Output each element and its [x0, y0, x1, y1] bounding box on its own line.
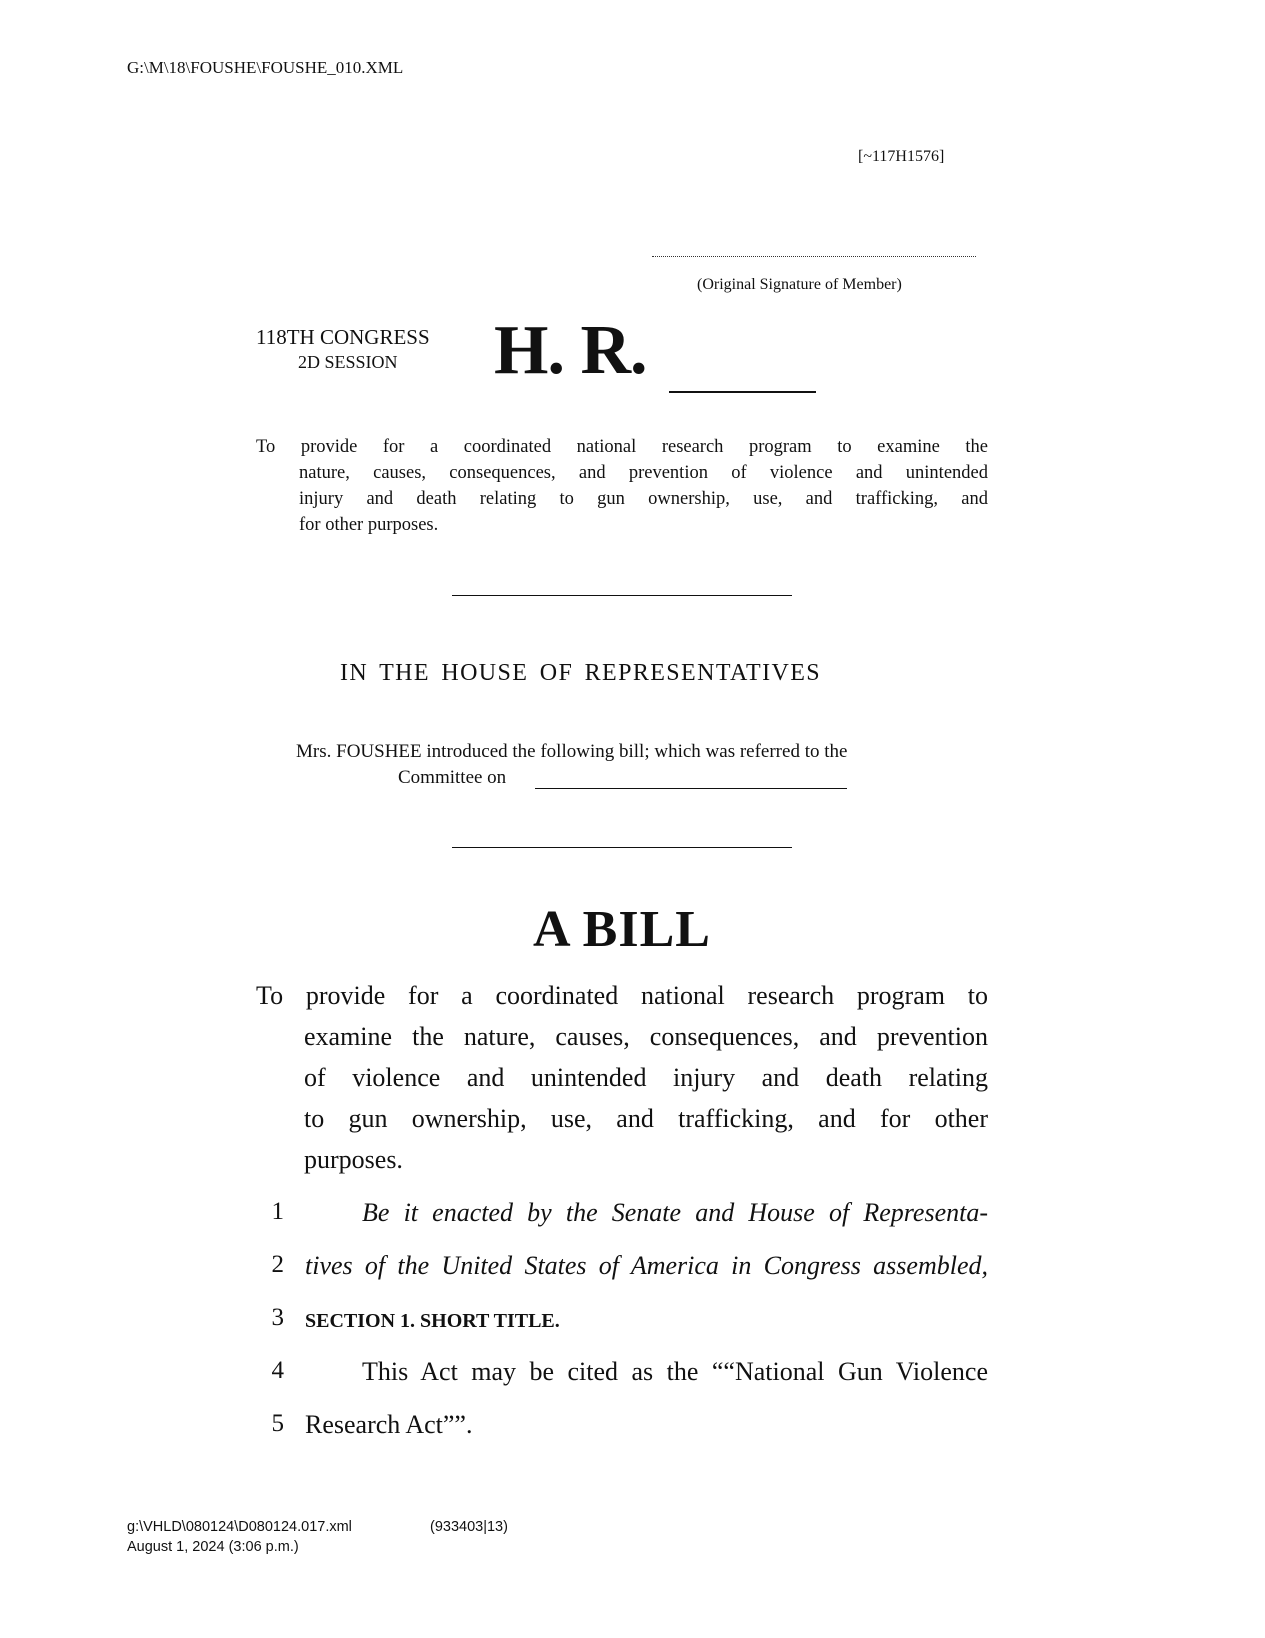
section-text-line: This Act may be cited as the ““National Gun Violence	[362, 1357, 988, 1386]
line-number: 1	[271, 1198, 284, 1225]
divider-1	[452, 595, 792, 596]
short-title-line: for other purposes.	[299, 515, 439, 535]
committee-blank	[535, 788, 847, 789]
sponsor-name: FOUSHEE	[336, 741, 422, 762]
footer-code: (933403|13)	[430, 1519, 508, 1535]
signature-line	[652, 256, 976, 257]
divider-2	[452, 847, 792, 848]
long-title-line: to gun ownership, use, and trafficking, and for other	[304, 1104, 988, 1133]
footer-file-path: g:\VHLD\080124\D080124.017.xml	[127, 1519, 352, 1535]
section-text-line: Research Act””.	[305, 1410, 473, 1439]
committee-label: Committee on	[398, 767, 507, 788]
bill-number-blank	[669, 391, 816, 393]
congress-label: 118TH CONGRESS	[256, 325, 430, 349]
chamber-heading: IN THE HOUSE OF REPRESENTATIVES	[340, 660, 822, 686]
intro-text: introduced the following bill; which was referred to the	[426, 741, 848, 762]
short-title-line: nature, causes, consequences, and prevention of violence and unintended	[299, 463, 988, 483]
intro-prefix: Mrs.	[296, 741, 332, 762]
enacting-clause-line: tives of the United States of America in Congress assembled,	[305, 1251, 988, 1280]
long-title-line: purposes.	[304, 1145, 403, 1174]
long-title-line: To provide for a coordinated national research program to	[256, 981, 988, 1010]
bill-type: H. R.	[494, 312, 647, 389]
long-title-line: of violence and unintended injury and death relating	[304, 1063, 988, 1092]
short-title-line: injury and death relating to gun ownership, use, and trafficking, and	[299, 489, 988, 509]
enacting-clause-line: Be it enacted by the Senate and House of Representa-	[362, 1198, 988, 1227]
bill-heading: A BILL	[533, 901, 711, 958]
line-number: 2	[271, 1251, 284, 1278]
long-title	[256, 975, 988, 1180]
line-number: 5	[271, 1410, 284, 1437]
signature-caption: (Original Signature of Member)	[697, 276, 902, 293]
introduction-line-2	[398, 767, 506, 789]
short-title	[256, 434, 988, 538]
short-title-line: To provide for a coordinated national research program to examine the	[256, 437, 988, 457]
document-id: [~117H1576]	[858, 148, 945, 165]
line-number: 3	[271, 1304, 284, 1331]
section-heading: SECTION 1. SHORT TITLE.	[305, 1310, 560, 1332]
introduction-line-1	[296, 741, 847, 763]
line-number: 4	[271, 1357, 284, 1384]
session-label: 2D SESSION	[298, 352, 398, 372]
file-path-header: G:\M\18\FOUSHE\FOUSHE_010.XML	[127, 58, 404, 77]
footer-date: August 1, 2024 (3:06 p.m.)	[127, 1539, 299, 1555]
long-title-line: examine the nature, causes, consequences, and prevention	[304, 1022, 988, 1051]
